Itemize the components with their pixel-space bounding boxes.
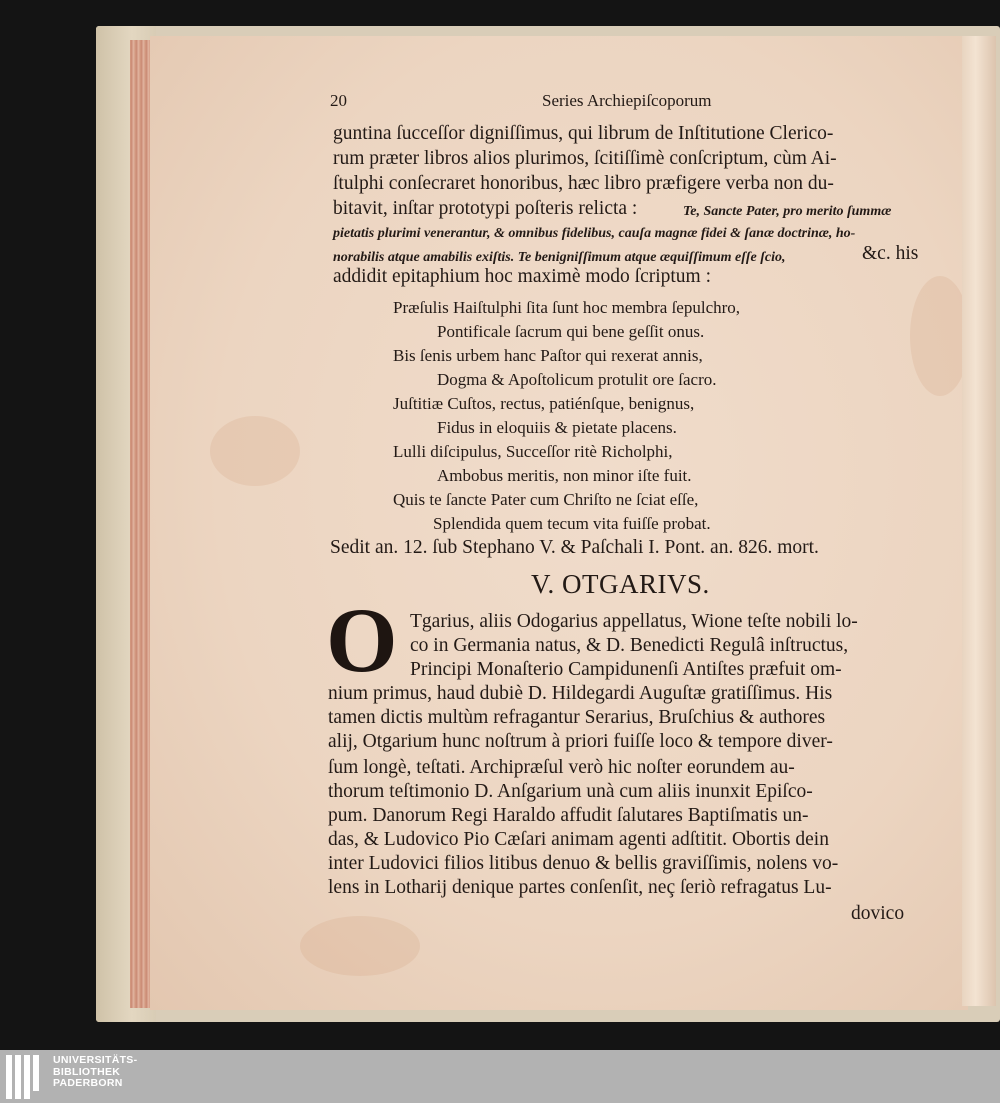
italic-quote-line: norabilis atque amabilis exiſtis. Te benigniſſimum atque æquiſſimum eſſe ſcio,: [333, 250, 786, 265]
epitaph-line: Præſulis Haiſtulphi ſita ſunt hoc membra ſepulchro,: [393, 298, 741, 317]
text-line: addidit epitaphium hoc maximè modo ſcriptum :: [333, 266, 712, 287]
epitaph-line: Fidus in eloquiis & pietate placens.: [437, 418, 677, 437]
body-line: inter Ludovici filios litibus denuo & bellis graviſſimis, nolens vo-: [328, 853, 839, 874]
epitaph-line: Dogma & Apoſtolicum protulit ore ſacro.: [437, 370, 717, 389]
text-line: guntina ſucceſſor digniſſimus, qui librum de Inſtitutione Clerico-: [333, 123, 834, 144]
body-line: Principi Monaſterio Campidunenſi Antiſtes præfuit om-: [410, 659, 842, 680]
body-line: ſum longè, teſtati. Archipræſul verò hic noſter eorundem au-: [328, 757, 795, 778]
body-line: pum. Danorum Regi Haraldo affudit ſalutares Baptiſmatis un-: [328, 805, 809, 826]
library-logo-icon: [6, 1055, 46, 1099]
body-line: alij, Otgarium hunc noſtrum à priori fuiſſe loco & tempore diver-: [328, 731, 833, 752]
body-line: Tgarius, aliis Odogarius appellatus, Wione teſte nobili lo-: [410, 611, 858, 632]
library-logo-text: UNIVERSITÄTS- BIBLIOTHEK PADERBORN: [53, 1054, 138, 1089]
body-line: lens in Lotharij denique partes conſenſit, neç ſeriò refragatus Lu-: [328, 877, 832, 898]
epitaph-line: Pontificale ſacrum qui bene geſſit onus.: [437, 322, 705, 341]
library-footer-bar: [0, 1050, 1000, 1103]
body-line: tamen dictis multùm refragantur Serarius, Bruſchius & authores: [328, 707, 826, 728]
body-line: nium primus, haud dubiè D. Hildegardi Auguſtæ gratiſſimus. His: [328, 683, 833, 704]
catchword: dovico: [851, 903, 905, 924]
italic-quote-line: pietatis plurimi venerantur, & omnibus fidelibus, cauſa magnæ fidei & ſanæ doctrinæ, ho-: [333, 226, 856, 241]
body-line: co in Germania natus, & D. Benedicti Regulâ inſtructus,: [410, 635, 849, 656]
epitaph-line: Juſtitiæ Cuſtos, rectus, patiénſque, benignus,: [393, 394, 695, 413]
epitaph-line: Ambobus meritis, non minor iſte fuit.: [437, 466, 692, 485]
body-line: thorum teſtimonio D. Anſgarium unà cum aliis inunxit Epiſco-: [328, 781, 813, 802]
body-line: das, & Ludovico Pio Cæſari animam agenti adſtitit. Obortis dein: [328, 829, 829, 850]
epitaph-line: Bis ſenis urbem hanc Paſtor qui rexerat annis,: [393, 346, 703, 365]
page-number: 20: [330, 91, 347, 110]
text-line: bitavit, inſtar prototypi poſteris relicta :: [333, 198, 638, 219]
running-head: Series Archiepiſcoporum: [542, 91, 712, 110]
epitaph-line: Splendida quem tecum vita fuiſſe probat.: [433, 514, 711, 533]
epitaph-line: Quis te ſancte Pater cum Chriſto ne ſciat eſſe,: [393, 490, 699, 509]
text-line: rum præter libros alios plurimos, ſcitiſſimè conſcriptum, cùm Ai-: [333, 148, 837, 169]
text-line: ſtulphi conſecraret honoribus, hæc libro præfigere verba non du-: [333, 173, 834, 194]
italic-quote-line: Te, Sancte Pater, pro merito ſummæ: [683, 204, 892, 219]
sedit-line: Sedit an. 12. ſub Stephano V. & Paſchali I. Pont. an. 826. mort.: [330, 537, 819, 558]
text-line: &c. his: [862, 243, 919, 264]
section-title: V. OTGARIVS.: [531, 569, 710, 599]
drop-cap: O: [326, 589, 398, 691]
epitaph-line: Lulli diſcipulus, Succeſſor ritè Richolphi,: [393, 442, 673, 461]
